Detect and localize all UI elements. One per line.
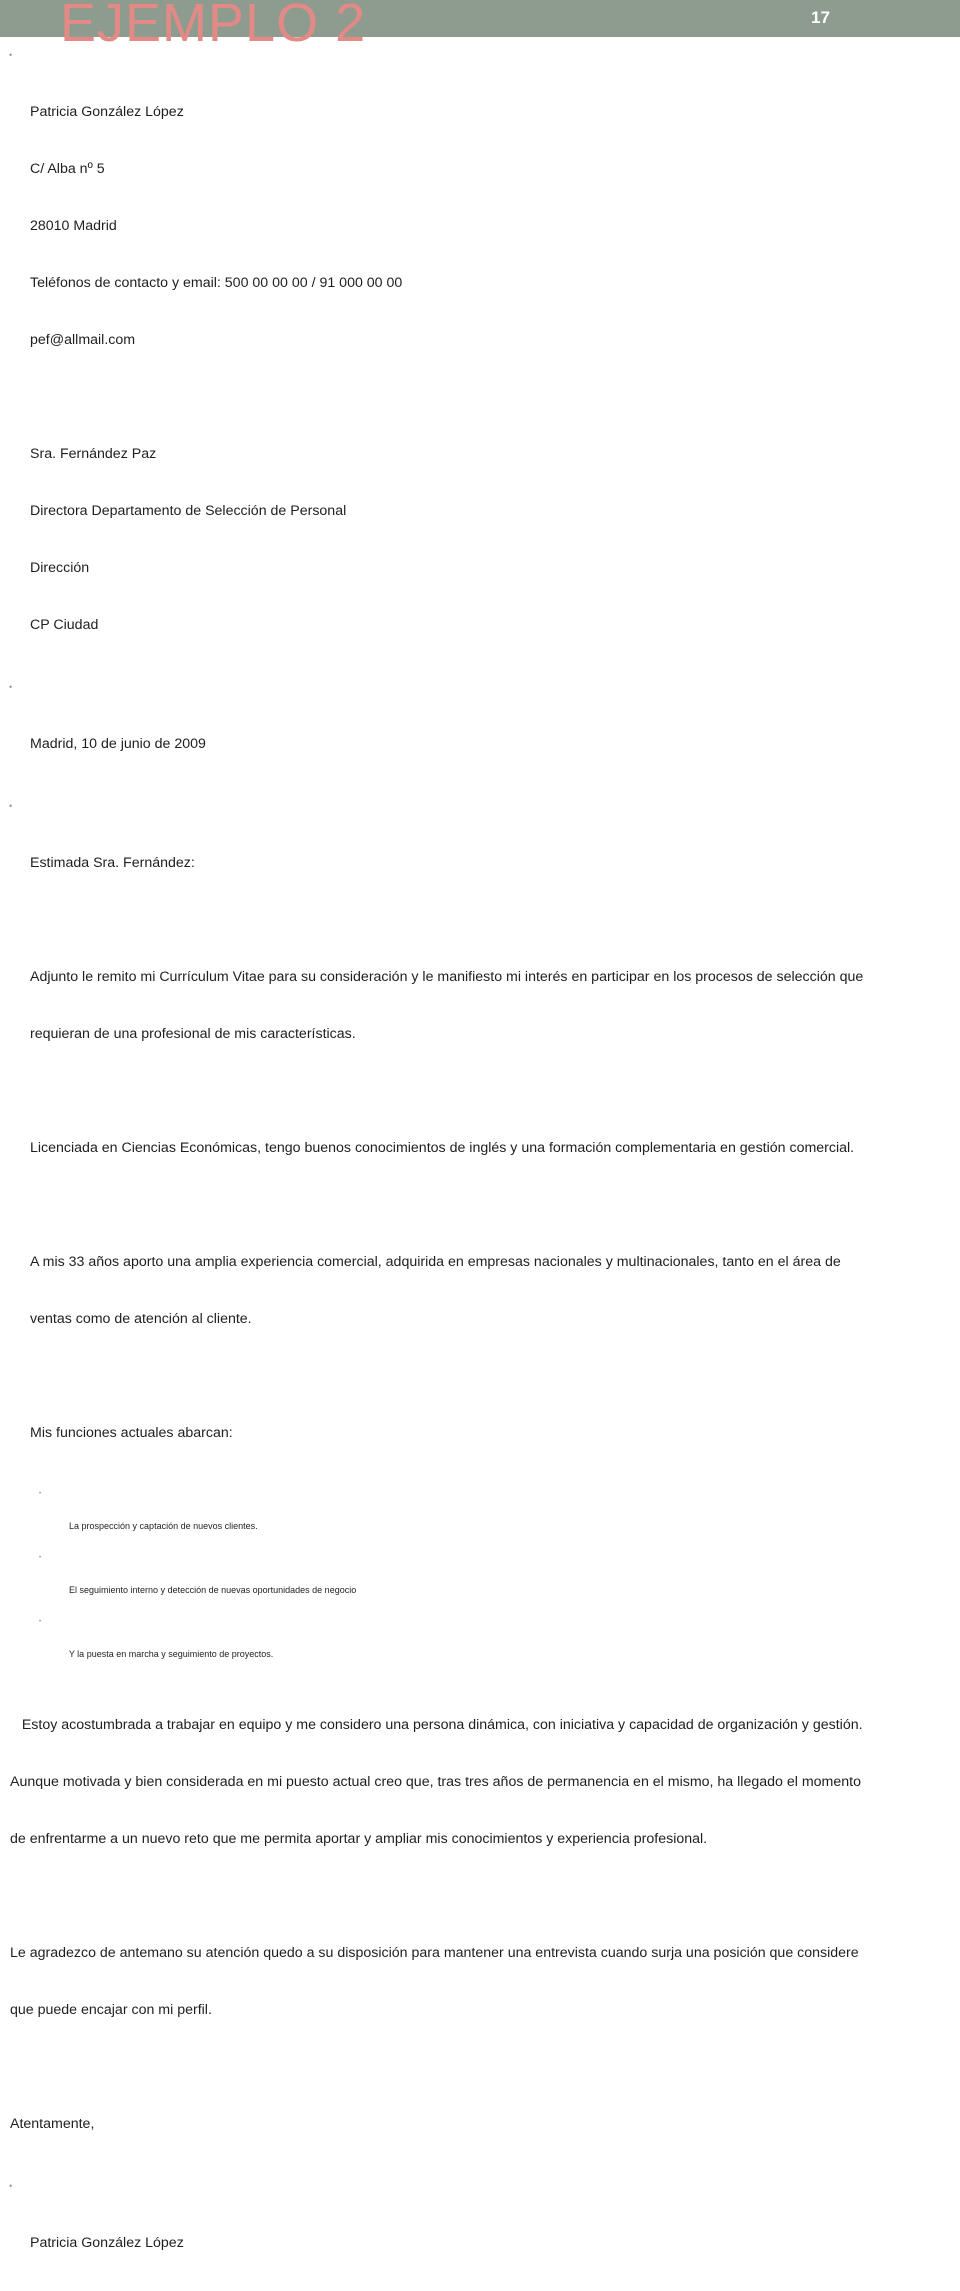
paragraph-4-line-1: Estoy acostumbrada a trabajar en equipo y me considero una persona dinámica, con iniciativa y capacidad de organización y gestión. — [10, 1717, 863, 1733]
slide-title: EJEMPLO 2 — [60, 0, 367, 53]
functions-intro: Mis funciones actuales abarcan: — [30, 1425, 233, 1441]
slide-number: 17 — [811, 8, 830, 27]
bullet-icon: • — [39, 1555, 42, 1561]
paragraph-2: Licenciada en Ciencias Económicas, tengo buenos conocimientos de inglés y una formación complementaria en gestión comercial. — [30, 1140, 855, 1156]
sender-email: pef@allmail.com — [30, 332, 136, 348]
function-item: • La prospección y captación de nuevos clientes. — [0, 1486, 960, 1550]
sender-name: Patricia González López — [30, 104, 184, 120]
paragraph-3-line-1: A mis 33 años aporto una amplia experiencia comercial, adquirida en empresas nacionales y multinacionales, tanto en el área de — [30, 1254, 841, 1270]
bullet-icon: • — [9, 2181, 13, 2191]
sender-street: C/ Alba nº 5 — [30, 161, 105, 177]
sender-city: 28010 Madrid — [30, 218, 117, 234]
bullet-icon: • — [39, 1491, 42, 1497]
paragraph-1-line-1: Adjunto le remito mi Currículum Vitae para su consideración y le manifiesto mi interés en participar en los procesos de selección que — [30, 969, 864, 985]
signature: Patricia González López — [30, 2235, 184, 2251]
recipient-address: Dirección — [30, 560, 90, 576]
paragraph-3-line-2: ventas como de atención al cliente. — [30, 1311, 252, 1327]
recipient-position: Directora Departamento de Selección de Personal — [30, 503, 347, 519]
sender-block — [0, 46, 960, 673]
sender-phones: Teléfonos de contacto y email: 500 00 00 00 / 91 000 00 00 — [30, 275, 403, 291]
greeting: Estimada Sra. Fernández: — [30, 855, 195, 871]
paragraph-5-line-2: que puede encajar con mi perfil. — [10, 2002, 212, 2018]
paragraph-5-line-1: Le agradezco de antemano su atención quedo a su disposición para mantener una entrevista cuando surja una posición que considere — [10, 1945, 859, 1961]
recipient-name: Sra. Fernández Paz — [30, 446, 157, 462]
paragraph-1-line-2: requieran de una profesional de mis características. — [30, 1026, 356, 1042]
closing: Atentamente, — [10, 2116, 95, 2132]
paragraph-4 — [0, 1678, 960, 2172]
bullet-icon: • — [9, 801, 13, 811]
main-paragraphs — [0, 797, 960, 1481]
function-item: • El seguimiento interno y detección de nuevas oportunidades de negocio — [0, 1550, 960, 1614]
letter-date: Madrid, 10 de junio de 2009 — [30, 736, 206, 752]
recipient-city: CP Ciudad — [30, 617, 99, 633]
bullet-icon: • — [9, 50, 13, 60]
function-item: • Y la puesta en marcha y seguimiento de proyectos. — [0, 1614, 960, 1678]
bullet-icon: • — [39, 1619, 42, 1625]
paragraph-4-line-3: de enfrentarme a un nuevo reto que me permita aportar y ampliar mis conocimientos y experiencia profesional. — [10, 1831, 708, 1847]
signature-line — [0, 2177, 960, 2291]
letter-body — [0, 46, 960, 2251]
date-line — [0, 678, 960, 792]
bullet-icon: • — [9, 682, 13, 692]
paragraph-4-line-2: Aunque motivada y bien considerada en mi puesto actual creo que, tras tres años de permanencia en el mismo, ha llegado el momento — [10, 1774, 861, 1790]
